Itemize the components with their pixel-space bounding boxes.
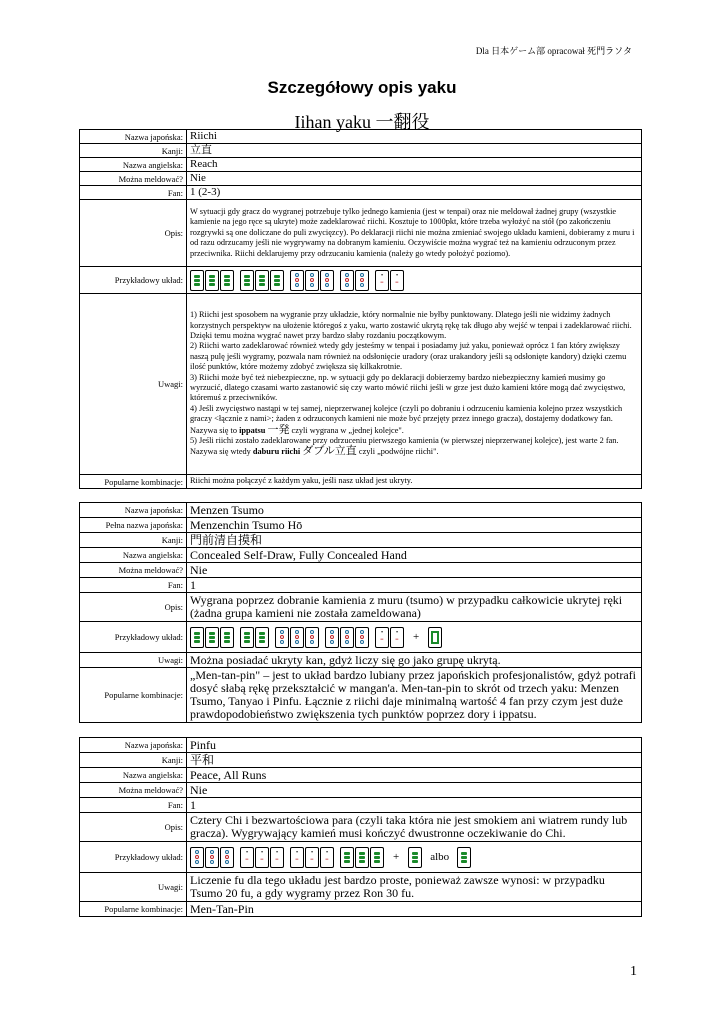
riichi-notes [187, 294, 642, 475]
character-tile-icon: • ≡ [305, 847, 319, 868]
pinfu-table [79, 737, 642, 917]
label-notes: Uwagi: [80, 653, 187, 668]
character-tile-icon: • ≡ [375, 270, 389, 291]
circle-tile-icon [340, 270, 354, 291]
bamboo-tile-icon [355, 847, 369, 868]
menzen-combinations: „Men-tan-pin" – jest to układ bardzo lubiany przez japońskich profesjonalistów, gdyż potrafi dosyć słabą rękę przekształcić w mangan'a. Men-tan-pin to skrót od trzech yaku: Menzen Tsumo, Tanyao i Pinfu. Łącznie z riichi daje minimalną wartość 4 fan przy czym jest duże prawdopodobieństwo zwiększenia tych punktów poprzez dory i ippatsu. [187, 668, 642, 723]
page-subtitle: Iihan yaku 一翻役 [294, 112, 430, 132]
bamboo-tile-icon [408, 847, 422, 868]
tile-group [240, 627, 269, 648]
pinfu-english-name: Peace, All Runs [187, 768, 642, 783]
tile-group [457, 847, 471, 868]
menzen-example-tiles [190, 622, 638, 652]
daburu-kanji: ダブル立直 [302, 445, 357, 458]
albo-text: albo [430, 850, 450, 863]
bamboo-tile-icon [205, 270, 219, 291]
tile-group [428, 627, 442, 648]
label-can-call: Można meldować? [80, 783, 187, 798]
menzen-kanji: 門前清自摸和 [187, 533, 642, 548]
tile-group [340, 847, 384, 868]
label-fan: Fan: [80, 186, 187, 200]
riichi-note-4-text: 4) Jeśli zwycięstwo nastąpi w tej samej, nieprzerwanej kolejce (czyli po dobraniu i odrzuceniu kamienia kolejno przez wszystkich graczy <łącznie z nami>; żaden z odrzuconych kamieni nie może być przejęty przez innego gracza), dostajemy dodatkowy fan. Nazywa się to [190, 403, 623, 435]
label-kanji: Kanji: [80, 144, 187, 158]
circle-tile-icon [290, 627, 304, 648]
menzen-can-call: Nie [187, 563, 642, 578]
circle-tile-icon [340, 627, 354, 648]
menzen-notes: Można posiadać ukryty kan, gdyż liczy się go jako grupę ukrytą. [187, 653, 642, 668]
circle-tile-icon [325, 627, 339, 648]
riichi-fan: 1 (2-3) [187, 186, 642, 200]
riichi-table [79, 129, 642, 489]
menzen-japanese-name: Menzen Tsumo [187, 503, 642, 518]
page-title: Szczegółowy opis yaku [267, 78, 457, 97]
label-combinations: Popularne kombinacje: [80, 475, 187, 489]
character-tile-icon: • ≡ [240, 847, 254, 868]
tile-group [340, 270, 369, 291]
tile-group [190, 270, 234, 291]
menzen-table [79, 502, 642, 723]
label-description: Opis: [80, 200, 187, 267]
tile-group [275, 627, 319, 648]
character-tile-icon: • ≡ [375, 627, 389, 648]
circle-tile-icon [355, 270, 369, 291]
riichi-note-5 [190, 436, 638, 458]
pinfu-fan: 1 [187, 798, 642, 813]
label-can-call: Można meldować? [80, 172, 187, 186]
riichi-combinations: Riichi można połączyć z każdym yaku, jeśli nasz układ jest ukryty. [187, 475, 642, 489]
label-japanese-name: Nazwa japońska: [80, 738, 187, 753]
circle-tile-icon [205, 847, 219, 868]
character-tile-icon: • ≡ [390, 270, 404, 291]
circle-tile-icon [305, 627, 319, 648]
riichi-note-4-tail: czyli wygrana w „jednej kolejce". [291, 425, 404, 435]
pinfu-combinations: Men-Tan-Pin [187, 902, 642, 917]
bamboo-tile-icon [205, 627, 219, 648]
label-notes: Uwagi: [80, 294, 187, 475]
menzen-description: Wygrana poprzez dobranie kamienia z muru (tsumo) w przypadku całkowicie ukrytej ręki (żadna grupa kamieni nie została zameldowana) [187, 593, 642, 622]
bamboo-tile-icon [190, 270, 204, 291]
menzen-fan: 1 [187, 578, 642, 593]
label-example: Przykładowy układ: [80, 622, 187, 653]
tile-group [190, 847, 234, 868]
daburu-term: daburu riichi [252, 447, 301, 457]
tile-group [190, 627, 234, 648]
pinfu-japanese-name: Pinfu [187, 738, 642, 753]
riichi-japanese-name: Riichi [187, 130, 642, 144]
bamboo-tile-icon [370, 847, 384, 868]
label-example: Przykładowy układ: [80, 267, 187, 294]
riichi-description: W sytuacji gdy gracz do wygranej potrzebuje tylko jednego kamienia (jest w tenpai) oraz nie meldował żadnej grupy (wszystkie kamienie na jego ręce są ukryte) może zadeklarować riichi. Kosztuje to 1000pkt, które trzeba wyłożyć na stół (po zakończeniu rozgrywki są one doliczane do puli zwycięzcy). Po deklaracji riichi nie można zmieniać swojego układu kamieni, dobieramy z muru i od razu odrzucamy jeśli nie wygrywamy na dobranym kamieniu. Oczywiście można wygrać też na kamieniu odrzuconym przez przeciwnika. Riichi deklarujemy przy odrzucaniu kamienia (należy go wtedy położyć poziomo). [187, 200, 642, 267]
label-english-name: Nazwa angielska: [80, 158, 187, 172]
character-tile-icon: • ≡ [290, 847, 304, 868]
tile-group [240, 270, 284, 291]
circle-tile-icon [220, 847, 234, 868]
riichi-note-5-text: 5) Jeśli riichi zostało zadeklarowane przy odrzuceniu pierwszego kamienia (w pierwszej nieprzerwanej kolejce), jest warte 2 fan. Nazywa się wtedy [190, 436, 619, 457]
dragon-tile-icon [428, 627, 442, 648]
riichi-note-1: 1) Riichi jest sposobem na wygranie przy układzie, który normalnie nie byłby punktowany. Dlatego jeśli nie widzimy żadnych korzystnych perspektyw na ułożenie któregoś z yaku, warto zostawić ukrytą rękę tak długo aby wejść w tenpai i zadeklarować riichi. Dzięki temu można wygrać nawet przy bardzo słaby rozdaniu początkowym. [190, 310, 632, 340]
circle-tile-icon [320, 270, 334, 291]
label-japanese-name: Nazwa japońska: [80, 503, 187, 518]
circle-tile-icon [190, 847, 204, 868]
bamboo-tile-icon [240, 270, 254, 291]
page-number: 1 [630, 964, 637, 979]
riichi-note-3: 3) Riichi może być też niebezpieczne, np. w sytuacji gdy po deklaracji dobierzemy bardzo niebezpieczny kamień musimy go wyrzucić, dlatego czasami warto zastanowić się czy warto mówić riichi jeśli w grze jest dużo kamieni które mogą dać zwycięstwo, któremuś z przeciwników. [190, 372, 626, 403]
label-english-name: Nazwa angielska: [80, 548, 187, 563]
label-full-japanese-name: Pełna nazwa japońska: [80, 518, 187, 533]
circle-tile-icon [275, 627, 289, 648]
label-fan: Fan: [80, 578, 187, 593]
tile-group [408, 847, 422, 868]
bamboo-tile-icon [220, 270, 234, 291]
pinfu-example-tiles [190, 842, 638, 872]
pinfu-description: Cztery Chi i bezwartościowa para (czyli taka która nie jest smokiem ani wiatrem rundy lub gracza). Wygrywający kamień musi kończyć dwustronne oczekiwanie do Chi. [187, 813, 642, 842]
bamboo-tile-icon [190, 627, 204, 648]
riichi-note-2: 2) Riichi warto zadeklarować również wtedy gdy jesteśmy w tenpai i posiadamy już yaku, ponieważ oprócz 1 fan który zwiększy naszą pulę jeśli wygramy, pozwala nam również na odsłonięcie uradory (oraz urakandory jeśli są odsłonięte kandory) dzięki czemu ilość punktów, które możemy zdobyć zwiększa się kilkakrotnie. [190, 341, 627, 372]
bamboo-tile-icon [270, 270, 284, 291]
label-example: Przykładowy układ: [80, 842, 187, 873]
ippatsu-term: ippatsu [239, 425, 266, 435]
label-can-call: Można meldować? [80, 563, 187, 578]
label-combinations: Popularne kombinacje: [80, 668, 187, 723]
plus-sign: + [413, 630, 420, 643]
circle-tile-icon [290, 270, 304, 291]
bamboo-tile-icon [457, 847, 471, 868]
pinfu-can-call: Nie [187, 783, 642, 798]
riichi-example-tiles [190, 267, 638, 293]
label-english-name: Nazwa angielska: [80, 768, 187, 783]
label-description: Opis: [80, 593, 187, 622]
circle-tile-icon [305, 270, 319, 291]
bamboo-tile-icon [220, 627, 234, 648]
label-description: Opis: [80, 813, 187, 842]
ippatsu-kanji: 一発 [267, 423, 290, 436]
bamboo-tile-icon [240, 627, 254, 648]
bamboo-tile-icon [255, 270, 269, 291]
tile-group [240, 847, 284, 868]
tile-group [290, 847, 334, 868]
pinfu-kanji: 平和 [187, 753, 642, 768]
character-tile-icon: • ≡ [320, 847, 334, 868]
bamboo-tile-icon [340, 847, 354, 868]
bamboo-tile-icon [255, 627, 269, 648]
riichi-kanji: 立直 [187, 144, 642, 158]
riichi-note-5-tail: czyli „podwójne riichi". [358, 447, 439, 457]
label-kanji: Kanji: [80, 533, 187, 548]
label-japanese-name: Nazwa japońska: [80, 130, 187, 144]
tile-group [375, 627, 404, 648]
menzen-english-name: Concealed Self-Draw, Fully Concealed Hand [187, 548, 642, 563]
plus-sign: + [393, 850, 400, 863]
page-credit: Dla 日本ゲーム部 opracował 死門ラソタ [475, 46, 632, 56]
character-tile-icon: • ≡ [270, 847, 284, 868]
riichi-can-call: Nie [187, 172, 642, 186]
tile-group [290, 270, 334, 291]
tile-group [325, 627, 369, 648]
character-tile-icon: • ≡ [255, 847, 269, 868]
label-fan: Fan: [80, 798, 187, 813]
label-combinations: Popularne kombinacje: [80, 902, 187, 917]
label-kanji: Kanji: [80, 753, 187, 768]
circle-tile-icon [355, 627, 369, 648]
riichi-note-4 [190, 404, 638, 436]
character-tile-icon: • ≡ [390, 627, 404, 648]
pinfu-notes: Liczenie fu dla tego układu jest bardzo proste, ponieważ zawsze wynosi: w przypadku Tsumo 20 fu, a gdy wygramy przez Ron 30 fu. [187, 873, 642, 902]
riichi-english-name: Reach [187, 158, 642, 172]
label-notes: Uwagi: [80, 873, 187, 902]
menzen-full-japanese-name: Menzenchin Tsumo Hō [187, 518, 642, 533]
tile-group [375, 270, 404, 291]
